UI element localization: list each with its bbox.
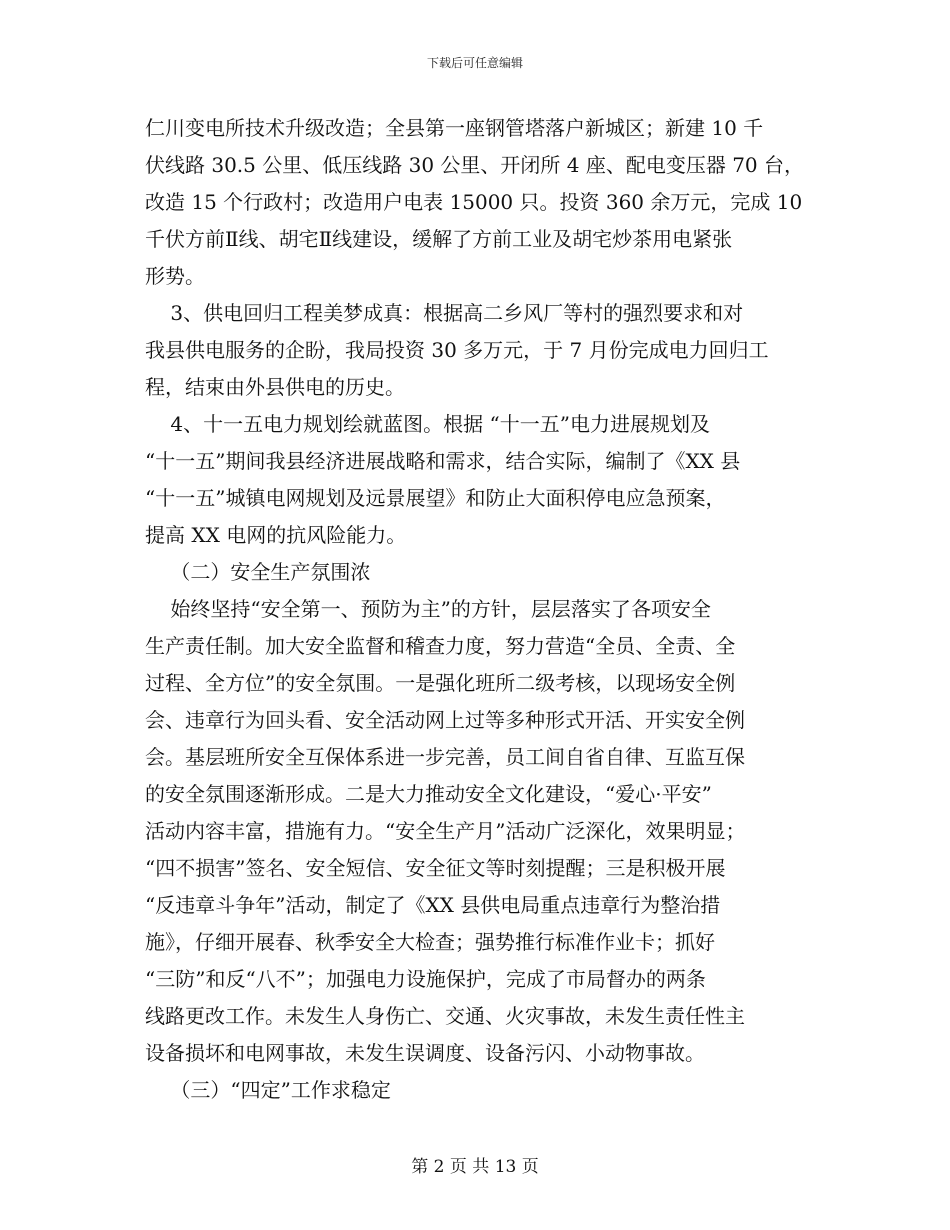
body-line: 形势。: [145, 264, 205, 288]
body-line: 4、十一五电力规划绘就蓝图。根据 “十一五”电力进展规划及: [145, 412, 710, 436]
page-number-footer: 第 2 页 共 13 页: [411, 1157, 539, 1177]
body-line: 伏线路 30.5 公里、低压线路 30 公里、开闭所 4 座、配电变压器 70 台，: [145, 153, 805, 177]
body-line: 提高 XX 电网的抗风险能力。: [145, 523, 407, 547]
body-line: 生产责任制。加大安全监督和稽查力度，努力营造“全员、全责、全: [145, 634, 736, 658]
body-line: 过程、全方位”的安全氛围。一是强化班所二级考核，以现场安全例: [145, 671, 736, 695]
body-line: “三防”和反“八不”；加强电力设施保护，完成了市局督办的两条: [145, 967, 706, 991]
body-line: 千伏方前Ⅱ线、胡宅Ⅱ线建设，缓解了方前工业及胡宅炒茶用电紧张: [145, 227, 733, 251]
body-line: 施》，仔细开展春、秋季安全大检查；强势推行标准作业卡；抓好: [145, 930, 715, 954]
body-line: 设备损坏和电网事故，未发生误调度、设备污闪、小动物事故。: [145, 1041, 705, 1065]
body-line: 仁川变电所技术升级改造；全县第一座钢管塔落户新城区；新建 10 千: [145, 116, 764, 140]
body-line: 3、供电回归工程美梦成真：根据高二乡风厂等村的强烈要求和对: [145, 301, 744, 325]
body-line: “四不损害”签名、安全短信、安全征文等时刻提醒；三是积极开展: [145, 856, 726, 880]
document-body: [145, 110, 810, 1109]
body-line: 始终坚持“安全第一、预防为主”的方针，层层落实了各项安全: [145, 597, 711, 621]
body-line: 线路更改工作。未发生人身伤亡、交通、火灾事故，未发生责任性主: [145, 1004, 745, 1028]
section-heading: （二）安全生产氛围浓: [145, 560, 371, 584]
body-line: 会、违章行为回头看、安全活动网上过等多种形式开活、开实安全例: [145, 708, 745, 732]
section-heading: （三）“四定”工作求稳定: [145, 1078, 391, 1102]
body-line: 我县供电服务的企盼，我局投资 30 多万元，于 7 月份完成电力回归工: [145, 338, 769, 362]
body-line: 程，结束由外县供电的历史。: [145, 375, 405, 399]
page-header-note: 下载后可任意编辑: [426, 56, 523, 70]
body-line: “反违章斗争年”活动，制定了《XX 县供电局重点违章行为整治措: [145, 893, 721, 917]
body-line: 的安全氛围逐渐形成。二是大力推动安全文化建设，“爱心·平安”: [145, 782, 712, 806]
body-line: 会。基层班所安全互保体系进一步完善，员工间自省自律、互监互保: [145, 745, 745, 769]
body-line: 活动内容丰富，措施有力。“安全生产月”活动广泛深化，效果明显；: [145, 819, 746, 843]
body-line: “十一五”期间我县经济进展战略和需求，结合实际，编制了《XX 县: [145, 449, 741, 473]
body-line: 改造 15 个行政村；改造用户电表 15000 只。投资 360 余万元，完成 10: [145, 190, 803, 214]
body-line: “十一五”城镇电网规划及远景展望》和防止大面积停电应急预案，: [145, 486, 726, 510]
